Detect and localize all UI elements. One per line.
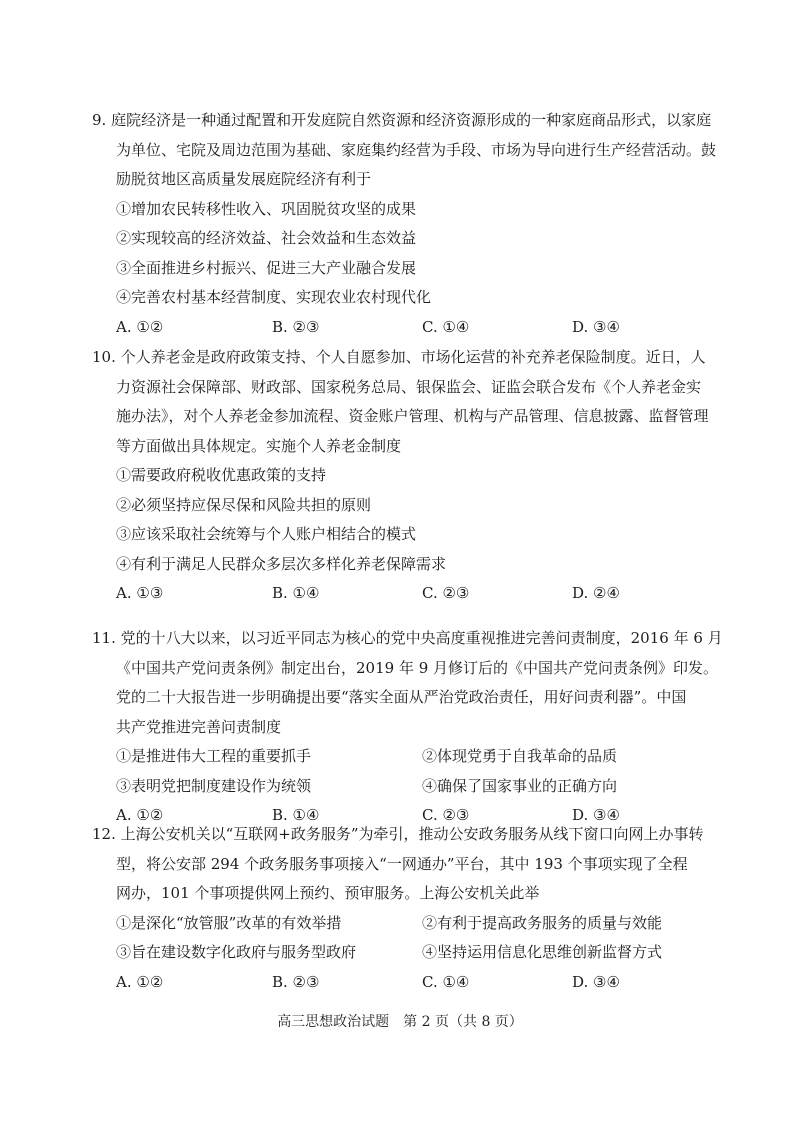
question-10 [92, 343, 732, 609]
option-statement-4: ④有利于满足人民群众多层次多样化养老保障需求 [116, 554, 447, 573]
choice-c: C. ②③ [422, 806, 470, 824]
option-statement-2: ②体现党勇于自我革命的品质 [422, 747, 618, 765]
question-stem-line: 11. 党的十八大以来，以习近平同志为核心的党中央高度重视推进完善问责制度，2016 年 6 月 [92, 629, 723, 647]
question-stem-line: 施办法》，对个人养老金参加流程、资金账户管理、机构与产品管理、信息披露、监督管理 [116, 407, 709, 425]
question-stem-line: 等方面做出具体规定。实施个人养老金制度 [116, 436, 402, 455]
choice-b: B. ①④ [272, 584, 320, 602]
choice-b: B. ②③ [272, 317, 320, 336]
question-11 [92, 624, 732, 831]
option-statement-1: ①需要政府税收优惠政策的支持 [116, 466, 327, 484]
answer-choices [92, 968, 732, 998]
question-stem-line: 网办，101 个事项提供网上预约、预审服务。上海公安机关此举 [116, 884, 540, 902]
choice-c: C. ②③ [422, 584, 470, 602]
option-statement-4: ④完善农村基本经营制度、实现农业农村现代化 [116, 288, 432, 306]
option-statement-1: ①是推进伟大工程的重要抓手 [116, 747, 312, 765]
option-statement-2: ②有利于提高政务服务的质量与效能 [422, 913, 663, 932]
question-stem-line: 10. 个人养老金是政府政策支持、个人自愿参加、市场化运营的补充养老保险制度。近日，人 [92, 348, 706, 366]
option-statement-3: ③旨在建设数字化政府与服务型政府 [116, 943, 357, 961]
choice-b: B. ①④ [272, 806, 320, 824]
option-statement-3: ③应该采取社会统筹与个人账户相结合的模式 [116, 525, 417, 543]
choice-d: D. ③④ [572, 806, 620, 824]
option-statement-1: ①是深化“放管服”改革的有效举措 [116, 913, 342, 932]
choice-b: B. ②③ [272, 972, 320, 991]
choice-d: D. ③④ [572, 317, 620, 336]
question-stem-line: 党的二十大报告进一步明确提出要“落实全面从严治党政治责任，用好问责利器”。中国 [116, 688, 687, 706]
option-statement-4: ④坚持运用信息化思维创新监督方式 [422, 943, 663, 961]
option-pair [92, 772, 732, 802]
choice-d: D. ②④ [572, 584, 620, 602]
answer-choices [92, 313, 732, 343]
question-stem-line: 共产党推进完善问责制度 [116, 717, 282, 736]
question-stem-line: 9. 庭院经济是一种通过配置和开发庭院自然资源和经济资源形成的一种家庭商品形式，以家庭 [92, 111, 712, 129]
question-stem-line: 力资源社会保障部、财政部、国家税务总局、银保监会、证监会联合发布《个人养老金实 [116, 377, 702, 396]
answer-choices [92, 579, 732, 609]
option-statement-1: ①增加农民转移性收入、巩固脱贫攻坚的成果 [116, 199, 417, 218]
question-stem-line: 励脱贫地区高质量发展庭院经济有利于 [116, 170, 372, 188]
question-12 [92, 820, 732, 997]
option-statement-3: ③表明党把制度建设作为统领 [116, 776, 312, 795]
option-statement-3: ③全面推进乡村振兴、促进三大产业融合发展 [116, 258, 417, 277]
question-stem-line: 12. 上海公安机关以“互联网+政务服务”为牵引，推动公安政务服务从线下窗口向网上办事转 [92, 825, 704, 843]
option-pair [92, 742, 732, 772]
option-statement-2: ②实现较高的经济效益、社会效益和生态效益 [116, 229, 417, 247]
question-stem-line: 《中国共产党问责条例》制定出台，2019 年 9 月修订后的《中国共产党问责条例》印发。 [116, 658, 719, 677]
choice-c: C. ①④ [422, 972, 470, 991]
option-pair [92, 909, 732, 939]
question-stem-line: 为单位、宅院及周边范围为基础、家庭集约经营为手段、市场为导向进行生产经营活动。鼓 [116, 140, 717, 159]
choice-a: A. ①② [116, 806, 164, 824]
question-9 [92, 106, 732, 342]
option-statement-4: ④确保了国家事业的正确方向 [422, 776, 618, 795]
choice-d: D. ③④ [572, 972, 620, 991]
choice-a: A. ①② [116, 317, 164, 336]
option-pair [92, 938, 732, 968]
question-stem-line: 型，将公安部 294 个政务服务事项接入“一网通办”平台，其中 193 个事项实现了全程 [116, 854, 688, 873]
page-footer: 高三思想政治试题 第 2 页（共 8 页） [277, 1014, 523, 1030]
choice-a: A. ①② [116, 972, 164, 991]
choice-a: A. ①③ [116, 584, 164, 602]
choice-c: C. ①④ [422, 317, 470, 336]
option-statement-2: ②必须坚持应保尽保和风险共担的原则 [116, 495, 372, 514]
